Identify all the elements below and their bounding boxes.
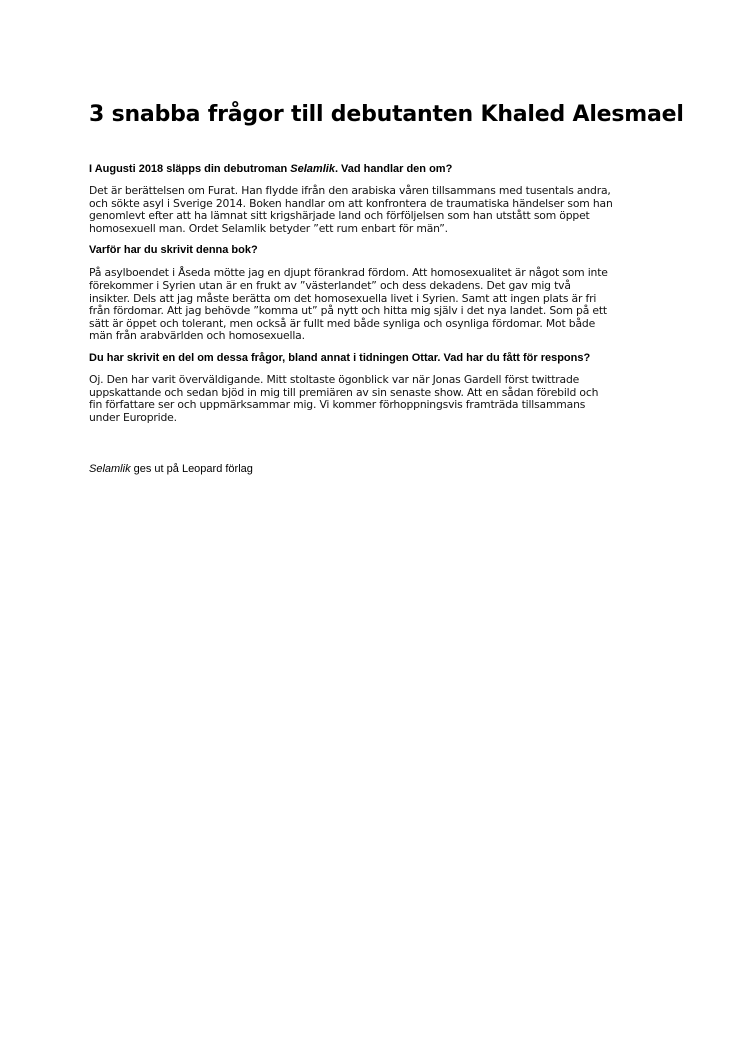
answer-1-line: Det är berättelsen om Furat. Han flydde ifrån den arabiska våren tillsammans med tusentals andra,: [89, 184, 611, 197]
publisher-note: [89, 462, 661, 477]
document-page: [89, 100, 684, 477]
question-1: [89, 162, 661, 177]
answer-3-line: fin författare ser och uppmärksammar mig. Vi kommer förhoppningsvis framträda tillsammans: [89, 398, 586, 412]
answer-2-line: män från arabvärlden och homosexuella.: [89, 329, 305, 343]
article-title: 3 snabba frågor till debutanten Khaled Alesmael: [89, 102, 684, 127]
question-1-suffix: . Vad handlar den om?: [334, 163, 453, 175]
answer-2-line: insikter. Dels att jag måste berätta om det homosexuella livet i Syrien. Samt att ingen plats är fri: [89, 291, 597, 305]
answer-1-line: genomlevt efter att ha lämnat sitt krigshärjade land och förföljelsen som han utstått som öppet: [89, 209, 590, 223]
answer-2-line: sätt är öppet och tolerant, men också är fullt med både synliga och osynliga fördomar. Mot både: [89, 316, 596, 330]
answer-3-line: Oj. Den har varit överväldigande. Mitt stoltaste ögonblick var när Jonas Gardell först twittrade: [89, 372, 580, 386]
publisher-note-book-title: Selamlik: [89, 463, 131, 476]
answer-1-line: och sökte asyl i Sverige 2014. Boken handlar om att konfrontera de traumatiska händelser som han: [89, 196, 613, 210]
question-1-prefix: I Augusti 2018 släpps din debutroman: [89, 163, 291, 175]
question-3: Du har skrivit en del om dessa frågor, bland annat i tidningen Ottar. Vad har du fått för respons?: [89, 351, 591, 364]
answer-2-line: förekommer i Syrien utan är en frukt av ”västerlandet” och dess dekadens. Det gav mig två: [89, 278, 571, 292]
answer-1: [89, 185, 661, 235]
answer-3: [89, 374, 661, 424]
answer-3-line: uppskattande och sedan bjöd in mig till premiären av sin senaste show. Att en sådan förebild och: [89, 385, 599, 399]
answer-3-line: under Europride.: [89, 410, 177, 424]
question-2: Varför har du skrivit denna bok?: [89, 244, 258, 257]
publisher-note-text: ges ut på Leopard förlag: [130, 463, 253, 476]
question-1-book-title: Selamlik: [290, 163, 335, 175]
answer-2-line: från fördomar. Att jag behövde ”komma ut” på nytt och hitta mig själv i det nya landet. Som på ett: [89, 304, 607, 318]
answer-1-line: homosexuell man. Ordet Selamlik betyder ”ett rum enbart för män”.: [89, 221, 448, 235]
answer-2: [89, 267, 661, 343]
answer-2-line: På asylboendet i Åseda mötte jag en djupt förankrad fördom. Att homosexualitet är något som inte: [89, 266, 608, 280]
